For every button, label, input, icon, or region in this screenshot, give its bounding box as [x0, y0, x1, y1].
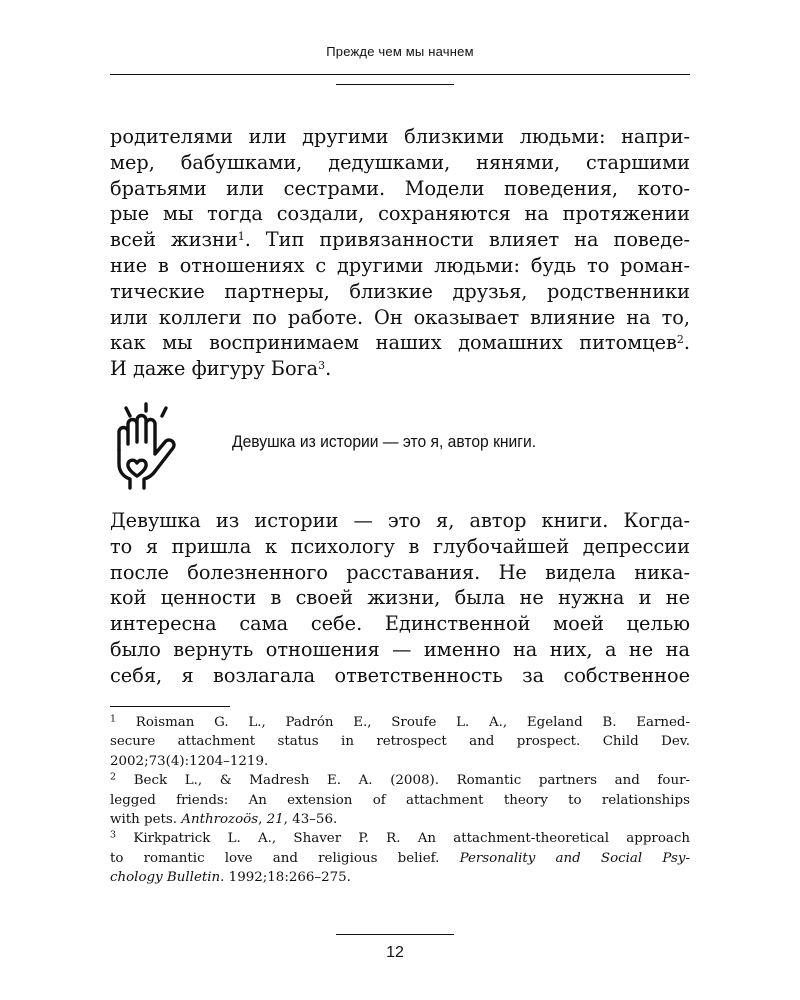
text-line: мер, бабушками, дедушками, нянями, старшими — [110, 150, 690, 174]
footnote-1-line: secure attachment status in retrospect and prospect. Child Dev. — [110, 734, 690, 750]
text-fragment: Roisman G. L., Padrón E., Sroufe L. A., Egeland B. Earned- — [135, 715, 690, 730]
text-line: после болезненного расставания. Не видела ника- — [110, 560, 690, 584]
text-fragment: . — [683, 331, 690, 355]
text-fragment: Beck L., & Madresh E. A. (2008). Romantic partners and four- — [133, 773, 690, 789]
running-head: Прежде чем мы начнем — [326, 44, 474, 59]
journal-title: chology Bulletin — [110, 870, 221, 886]
text-line: интересна сама себе. Единственной моей целью — [110, 612, 690, 636]
journal-title: Anthrozoös — [181, 812, 259, 828]
footnotes — [110, 713, 690, 888]
header-rule — [110, 74, 690, 75]
header-short-rule — [336, 84, 454, 85]
text-line: кой ценности в своей жизни, была не нужна и не — [110, 586, 690, 610]
footnote-1-line — [110, 713, 690, 732]
text-fragment: как мы воспринимаем наших домашних питомцев — [110, 331, 677, 355]
journal-title: Personality and Social Psy- — [459, 850, 690, 866]
text-line: родителями или другими близкими людьми: напри- — [110, 125, 690, 148]
text-line: было вернуть отношения — именно на них, а не на — [110, 637, 690, 661]
footnote-2-line — [110, 810, 690, 829]
text-fragment: И даже фигуру Бога — [110, 357, 319, 381]
footnote-3-line — [110, 868, 690, 887]
page-number: 12 — [386, 944, 404, 961]
text-line — [110, 227, 690, 253]
footnote-mark[interactable]: 2 — [676, 333, 684, 347]
text-fragment: , — [258, 812, 267, 828]
footer-rule — [336, 934, 454, 935]
callout-box — [110, 402, 690, 494]
text-fragment: to romantic love and religious belief. — [110, 850, 460, 866]
text-line: тические партнеры, близкие друзья, родственники — [110, 279, 690, 303]
footnote-3-line — [110, 849, 690, 868]
text-fragment: . — [325, 357, 332, 381]
text-line: себя, я возлагала ответственность за собственное — [110, 663, 690, 687]
paragraph-1 — [110, 124, 690, 382]
text-line: рые мы тогда создали, сохраняются на протяжении — [110, 202, 690, 226]
callout-text: Девушка из истории — это я, автор книги. — [232, 432, 537, 451]
footnote-2-line: legged friends: An extension of attachment theory to relationships — [110, 792, 690, 808]
footnote-2-line — [110, 771, 690, 790]
journal-volume: 21 — [266, 812, 284, 828]
text-line — [110, 330, 690, 356]
text-fragment: всей жизни — [110, 228, 238, 252]
text-line: Девушка из истории — это я, автор книги. Когда- — [110, 509, 690, 532]
text-fragment: , 43–56. — [283, 812, 338, 828]
footnote-mark[interactable]: 3 — [318, 359, 326, 373]
text-line: то я пришла к психологу в глубочайшей депрессии — [110, 534, 690, 558]
footnote-rule — [110, 706, 230, 707]
text-line: или коллеги по работе. Он оказывает влияние на то, — [110, 305, 690, 329]
text-line: братьями или сестрами. Модели поведения, кото- — [110, 176, 690, 200]
text-fragment: . 1992;18:266–275. — [220, 870, 351, 886]
paragraph-2 — [110, 508, 690, 689]
footnote-1-line: 2002;73(4):1204–1219. — [110, 753, 269, 769]
footnote-3-line — [110, 829, 690, 848]
footnote-number: 3 — [110, 830, 117, 842]
text-line: ние в отношениях с другими людьми: будь то роман- — [110, 253, 690, 277]
text-fragment: with pets. — [110, 812, 182, 828]
text-fragment: Kirkpatrick L. A., Shaver P. R. An attachment-theoretical approach — [133, 831, 690, 847]
hand-heart-icon — [110, 402, 192, 494]
text-line — [110, 356, 690, 382]
text-fragment: . Тип привязанности влияет на поведе- — [244, 228, 690, 252]
footnote-number: 1 — [110, 713, 117, 725]
footnote-number: 2 — [110, 771, 117, 783]
footnote-mark[interactable]: 1 — [237, 230, 245, 244]
